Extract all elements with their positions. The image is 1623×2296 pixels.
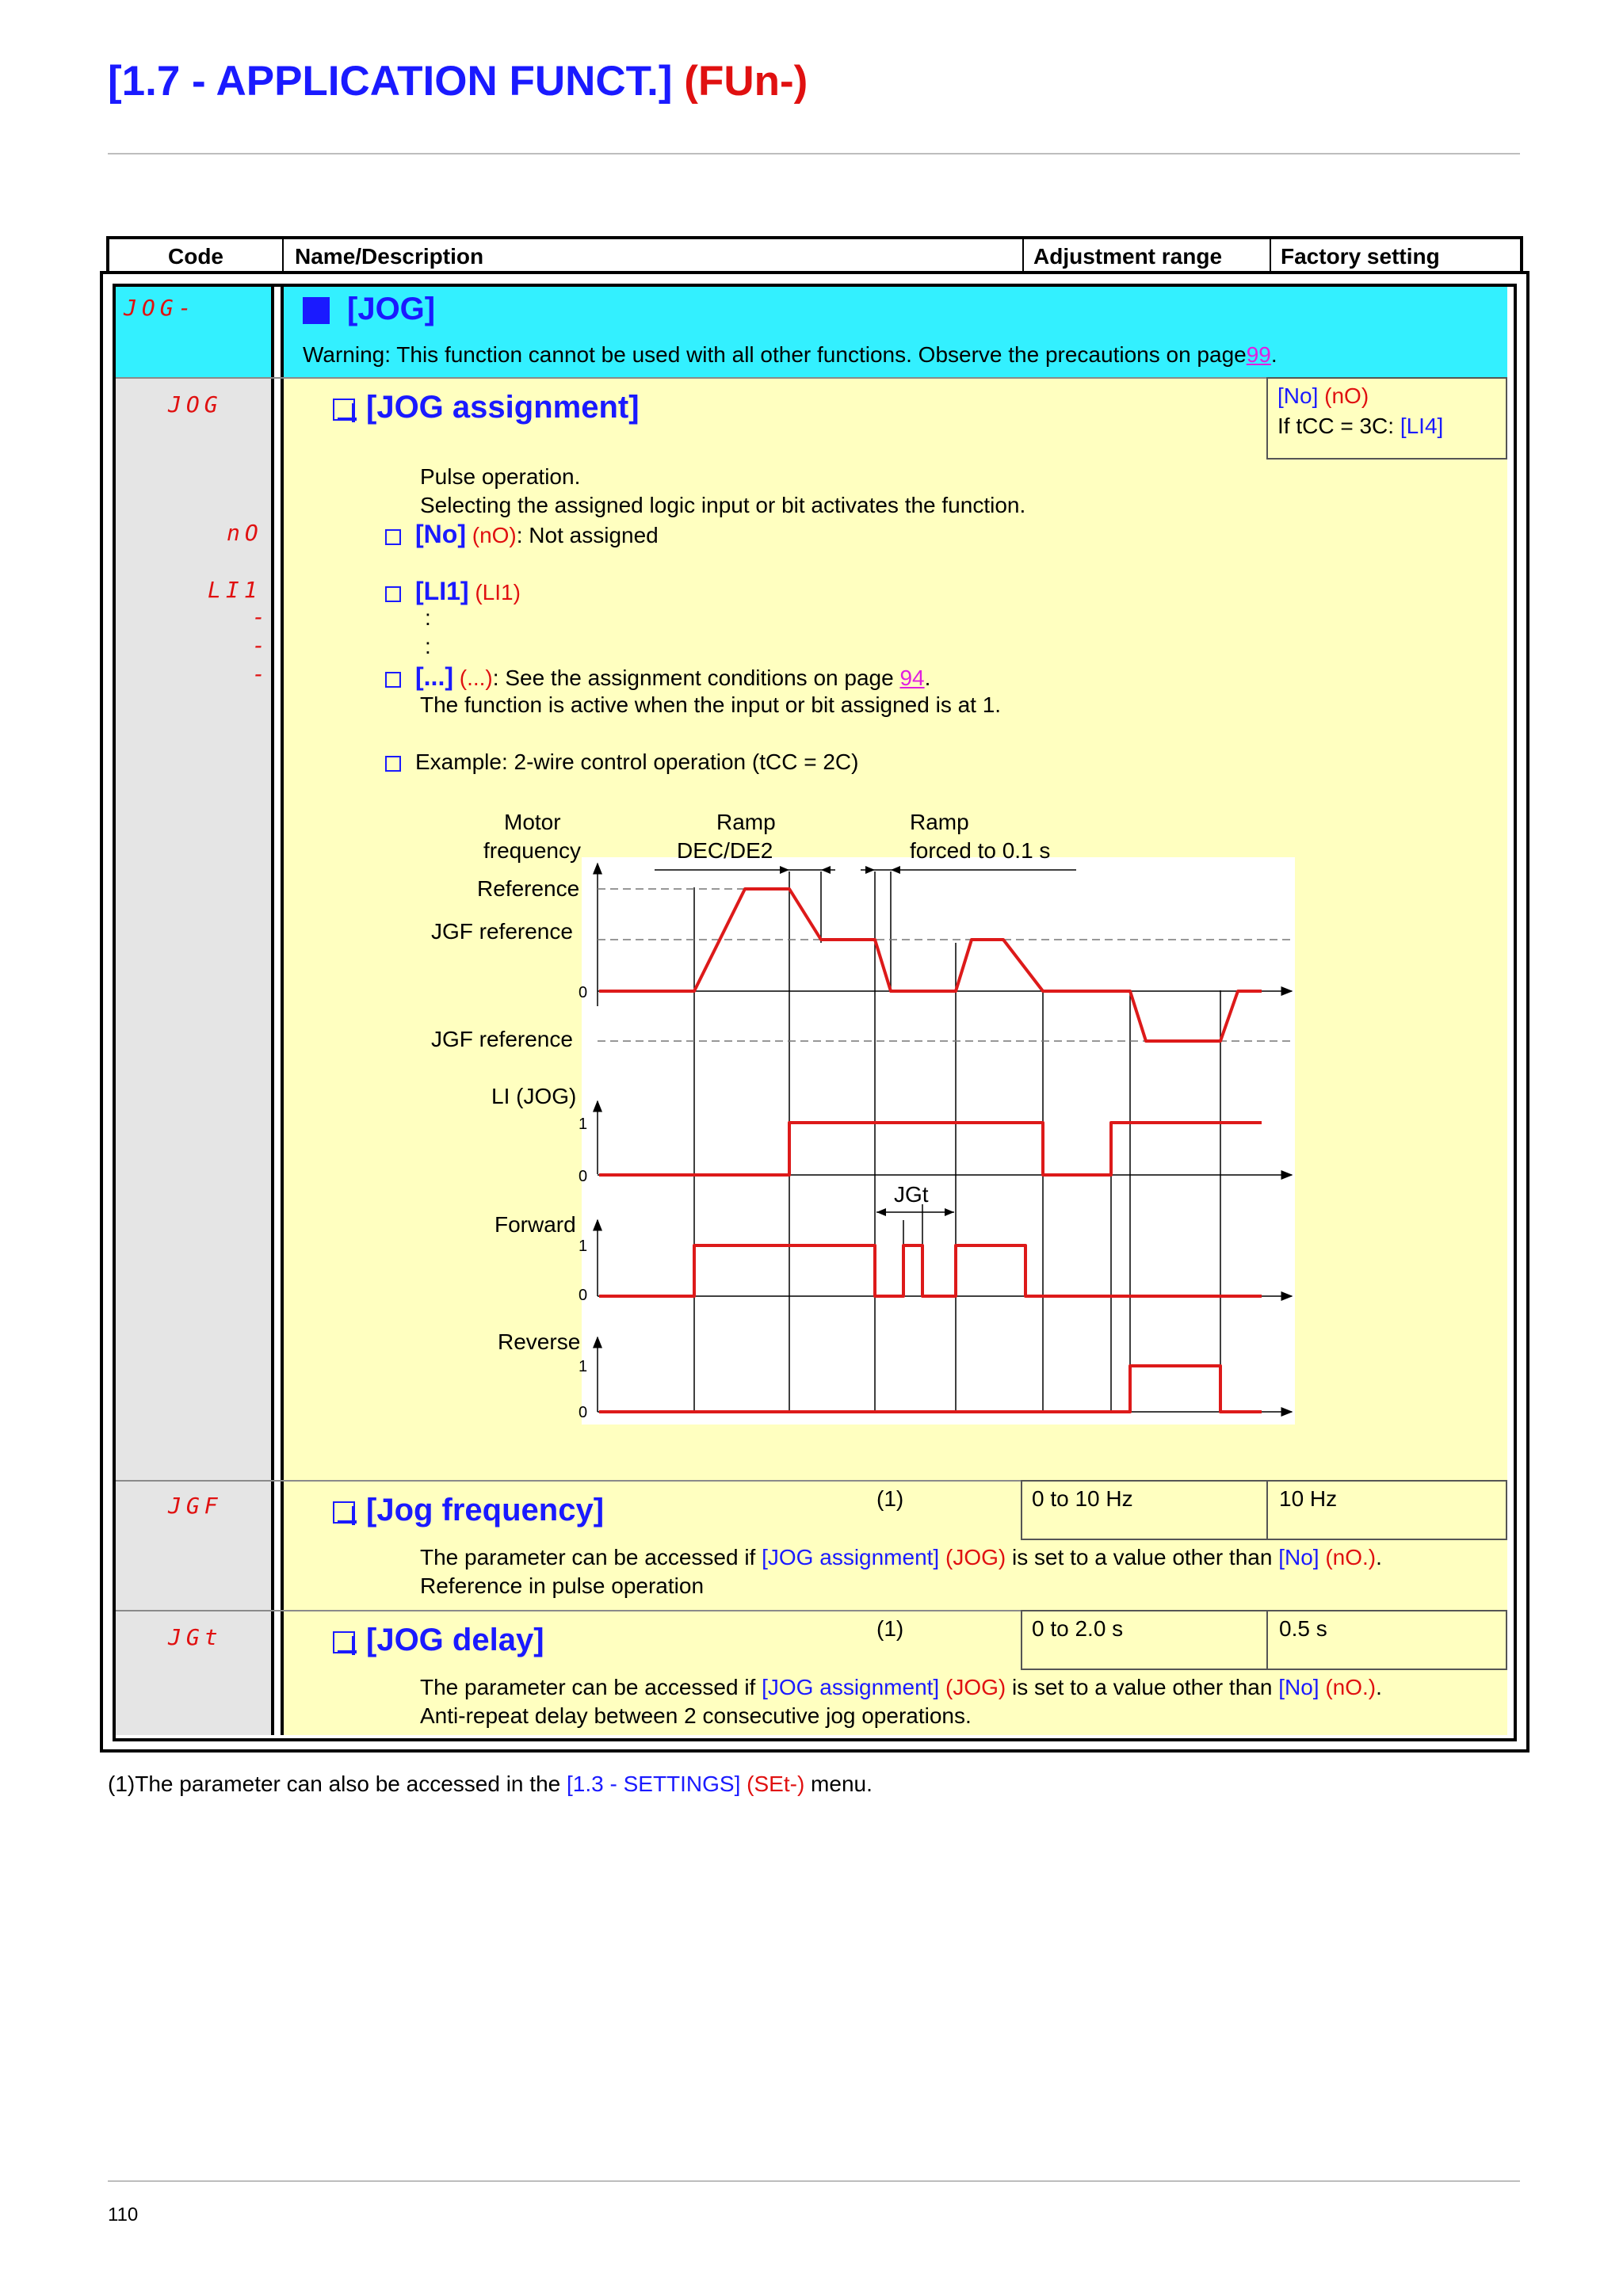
footnote [108, 1772, 873, 1797]
jog-warning-text: Warning: This function cannot be used with all other functions. Observe the precautions on page [303, 342, 1247, 367]
footnote-text-a: The parameter can also be accessed in the [135, 1772, 567, 1796]
jog-delay-desc-c: (JOG) [939, 1675, 1006, 1699]
option-more-end: . [924, 666, 931, 690]
jog-frequency-desc-d: is set to a value other than [1006, 1545, 1279, 1569]
page-title-code: (FUn-) [684, 58, 808, 105]
tick-one: 1 [579, 1116, 588, 1133]
label-reverse: Reverse [498, 1329, 581, 1354]
jog-frequency-desc-e: [No] [1278, 1545, 1319, 1569]
checkbox-bullet-icon [333, 1501, 355, 1524]
jog-delay-desc2: Anti-repeat delay between 2 consecutive jog operations. [420, 1703, 972, 1728]
option-no-desc: : Not assigned [516, 523, 659, 547]
option-no-paren: (nO) [472, 523, 517, 547]
jog-frequency-desc-f: (nO.) [1319, 1545, 1377, 1569]
label-frequency: frequency [483, 838, 581, 863]
jog-delay-desc [420, 1675, 1382, 1700]
option-no-label: [No] [415, 520, 466, 548]
jog-menu-code: JOG- [124, 295, 197, 321]
jog-delay-note: (1) [876, 1616, 904, 1641]
example-text: Example: 2-wire control operation (tCC = 2C) [415, 749, 859, 774]
jog-warning-page-link[interactable]: 99 [1246, 342, 1271, 367]
label-reference: Reference [477, 876, 580, 901]
factory-no-code: (nO) [1324, 383, 1369, 408]
tick-zero: 0 [579, 1168, 588, 1185]
tick-zero: 0 [579, 1404, 588, 1421]
factory-no: [No] [1277, 383, 1319, 408]
label-forced: forced to 0.1 s [910, 838, 1051, 863]
jog-delay-factory: 0.5 s [1279, 1616, 1327, 1641]
jog-delay-desc-a: The parameter can be accessed if [420, 1675, 762, 1699]
jog-delay-desc-d: is set to a value other than [1006, 1675, 1279, 1699]
jog-delay-title-text: [JOG delay] [366, 1623, 544, 1657]
diagram-axes [598, 864, 1292, 1412]
header-code: Code [168, 244, 223, 269]
jog-frequency-desc-g: . [1376, 1545, 1382, 1569]
option-more-label: [...] [415, 662, 453, 691]
page-title-text: [1.7 - APPLICATION FUNCT.] [108, 58, 673, 105]
diagram-reference-lines [598, 889, 1290, 1041]
tick-one: 1 [579, 1238, 588, 1255]
option-no-code: nO [227, 520, 263, 546]
option-more-paren: (...) [459, 666, 493, 690]
diagram-signals [599, 889, 1262, 1412]
jog-frequency-desc-b: [JOG assignment] [762, 1545, 940, 1569]
jog-frequency-code: JGF [168, 1493, 223, 1519]
option-dash: - [252, 604, 270, 630]
jog-assignment-desc1: Pulse operation. [420, 464, 581, 489]
jog-delay-range: 0 to 2.0 s [1032, 1616, 1124, 1641]
jog-delay-desc-b: [JOG assignment] [762, 1675, 940, 1699]
tick-zero: 0 [579, 1287, 588, 1304]
jog-delay-desc-e: [No] [1278, 1675, 1319, 1699]
jog-delay-desc-g: . [1376, 1675, 1382, 1699]
option-ellipsis-colon: : [425, 605, 431, 630]
jog-frequency-range: 0 to 10 Hz [1032, 1486, 1133, 1511]
tick-one: 1 [579, 1358, 588, 1375]
label-jgf-reference-bottom: JGF reference [431, 1027, 573, 1051]
jog-frequency-desc-a: The parameter can be accessed if [420, 1545, 762, 1569]
footnote-text-e: menu. [804, 1772, 873, 1796]
option-li1-code: LI1 [208, 577, 262, 603]
option-li1-paren: (LI1) [475, 580, 521, 605]
option-more-page-link[interactable]: 94 [899, 666, 925, 690]
label-motor: Motor [504, 810, 561, 834]
jog-warning-period: . [1270, 342, 1277, 367]
header-factory: Factory setting [1281, 244, 1440, 269]
label-ramp-forced: Ramp [910, 810, 969, 834]
option-li1-label: [LI1] [415, 577, 469, 605]
checkbox-bullet-icon [333, 1631, 355, 1653]
jog-delay-code: JGt [168, 1624, 223, 1650]
option-ellipsis-colon: : [425, 634, 431, 658]
jog-frequency-note: (1) [876, 1486, 904, 1511]
jog-assignment-desc2: Selecting the assigned logic input or bit activates the function. [420, 493, 1026, 517]
tick-zero: 0 [579, 984, 588, 1001]
jog-frequency-desc [420, 1545, 1382, 1570]
jog-frequency-title [333, 1493, 604, 1528]
label-jgt: JGt [894, 1182, 929, 1207]
jog-delay-desc-f: (nO.) [1319, 1675, 1377, 1699]
option-dash: - [252, 661, 270, 687]
factory-li4: [LI4] [1400, 414, 1444, 438]
label-li-jog: LI (JOG) [491, 1084, 577, 1108]
jog-frequency-title-text: [Jog frequency] [366, 1493, 605, 1527]
bottom-divider [108, 2180, 1520, 2182]
jog-menu-title-text: [JOG] [347, 292, 436, 326]
active-text: The function is active when the input or bit assigned is at 1. [420, 692, 1002, 717]
jog-frequency-desc-c: (JOG) [939, 1545, 1006, 1569]
label-dec-de2: DEC/DE2 [677, 838, 773, 863]
footnote-settings-link[interactable]: [1.3 - SETTINGS] [567, 1772, 741, 1796]
footnote-settings-code: (SEt-) [740, 1772, 805, 1796]
label-forward: Forward [495, 1212, 576, 1237]
page-number: 110 [108, 2204, 139, 2225]
jog-frequency-desc2: Reference in pulse operation [420, 1573, 705, 1598]
label-ramp: Ramp [716, 810, 776, 834]
jog-assignment-title-text: [JOG assignment] [366, 390, 640, 425]
jog-assignment-code: JOG [168, 391, 223, 418]
factory-condition: If tCC = 3C: [1277, 414, 1400, 438]
footnote-marker: (1) [108, 1772, 136, 1796]
option-more-desc: : See the assignment conditions on page [492, 666, 900, 690]
jog-delay-title [333, 1623, 544, 1658]
header-range: Adjustment range [1033, 244, 1223, 269]
option-dash: - [252, 632, 270, 658]
header-name: Name/Description [295, 244, 484, 269]
label-jgf-reference-top: JGF reference [431, 919, 573, 944]
jog-frequency-factory: 10 Hz [1279, 1486, 1338, 1511]
